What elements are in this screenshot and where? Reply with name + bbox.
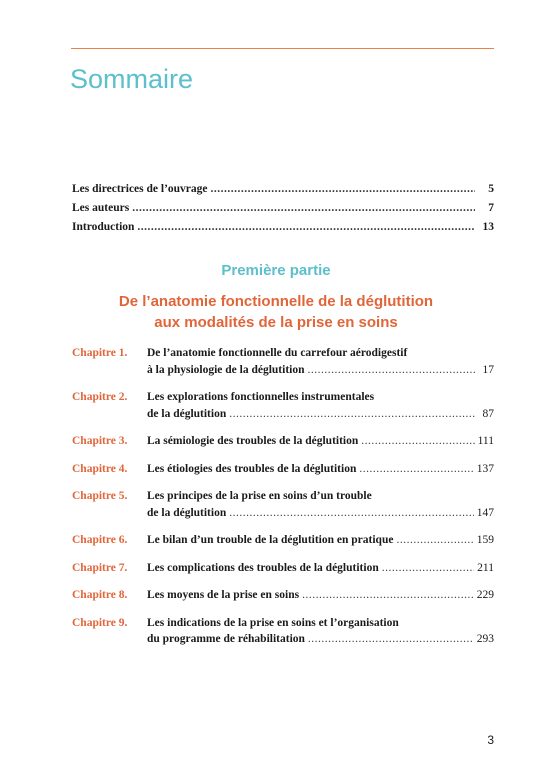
chapter-page: 229: [476, 589, 494, 601]
chapter-title-line2: [147, 362, 494, 379]
chapter-9[interactable]: [72, 615, 494, 648]
front-matter-list: [72, 180, 494, 237]
chapter-title-text: Les étiologies des troubles de la déglutition: [147, 462, 357, 475]
chapter-label: Chapitre 1.: [72, 347, 128, 359]
toc-entry-auteurs[interactable]: [72, 199, 494, 218]
dot-leader: [359, 461, 473, 478]
part-title-line1: De l’anatomie fonctionnelle de la déglutition: [118, 293, 434, 310]
chapter-title-text: Les moyens de la prise en soins: [147, 589, 300, 601]
chapter-title-line: [147, 532, 494, 549]
chapter-label: Chapitre 3.: [72, 435, 128, 447]
dot-leader: [132, 199, 475, 218]
dot-leader: [308, 362, 475, 379]
chapter-label: Chapitre 5.: [72, 490, 128, 502]
chapter-title-text: Le bilan d’un trouble de la déglutition en pratique: [147, 534, 394, 546]
chapter-label: Chapitre 2.: [72, 391, 128, 403]
dot-leader: [137, 218, 475, 237]
dot-leader: [382, 560, 474, 577]
chapter-5[interactable]: [72, 488, 494, 521]
dot-leader: [211, 180, 475, 199]
chapter-page: 137: [476, 462, 494, 475]
chapter-page: 211: [477, 561, 494, 574]
chapter-title-line1: De l’anatomie fonctionnelle du carrefour aérodigestif: [147, 347, 408, 359]
chapter-title-line1: Les indications de la prise en soins et l’organisation: [147, 616, 399, 629]
dot-leader: [396, 532, 473, 549]
part-title-line2: aux modalités de la prise en soins: [154, 314, 398, 331]
chapter-title-line: [147, 461, 494, 478]
chapter-title-line2: [147, 505, 494, 522]
chapter-label: Chapitre 4.: [72, 462, 128, 475]
chapter-label: Chapitre 9.: [72, 616, 128, 629]
toc-entry-text: Les directrices de l’ouvrage: [72, 183, 208, 195]
toc-entry-introduction[interactable]: [72, 218, 494, 237]
chapter-title-line1: Les principes de la prise en soins d’un trouble: [147, 490, 372, 502]
page-title: Sommaire: [70, 64, 194, 94]
chapter-label: Chapitre 8.: [72, 589, 128, 601]
chapter-title-text: de la déglutition: [147, 506, 227, 519]
chapter-6[interactable]: [72, 532, 494, 549]
chapter-title-text: du programme de réhabilitation: [147, 633, 305, 645]
chapter-7[interactable]: [72, 560, 494, 577]
chapter-2[interactable]: [72, 389, 494, 422]
toc-entry-text: Introduction: [72, 221, 135, 233]
dot-leader: [229, 406, 475, 423]
chapter-page: 17: [482, 363, 494, 376]
chapter-title-line1: Les explorations fonctionnelles instrumentales: [147, 391, 375, 403]
chapter-title-line2: [147, 631, 494, 648]
chapter-label: Chapitre 6.: [72, 534, 128, 546]
chapter-page: 293: [476, 633, 494, 645]
chapter-1[interactable]: [72, 345, 494, 378]
toc-entry-page: 7: [488, 202, 494, 214]
chapter-page: 147: [476, 506, 494, 519]
chapter-4[interactable]: [72, 461, 494, 478]
chapter-title-line: [147, 587, 494, 604]
chapter-page: 87: [482, 407, 494, 420]
chapter-3[interactable]: [72, 433, 494, 450]
chapter-page: 159: [476, 534, 494, 546]
dot-leader: [308, 631, 474, 648]
chapter-page: 111: [477, 435, 494, 447]
chapter-8[interactable]: [72, 587, 494, 604]
chapter-title-line: [147, 433, 494, 450]
chapter-title-line: [147, 560, 494, 577]
dot-leader: [302, 587, 474, 604]
toc-entry-page: 5: [488, 183, 494, 195]
part-title: [0, 291, 552, 333]
chapter-title-line2: [147, 406, 494, 423]
chapter-title-text: à la physiologie de la déglutition: [147, 363, 305, 376]
dot-leader: [361, 433, 474, 450]
dot-leader: [229, 505, 474, 522]
toc-entry-directrices[interactable]: [72, 180, 494, 199]
part-label: Première partie: [221, 262, 331, 279]
top-rule: [71, 48, 494, 49]
chapter-title-text: La sémiologie des troubles de la déglutition: [147, 435, 359, 447]
toc-entry-text: Les auteurs: [72, 202, 130, 214]
page-number: 3: [487, 733, 494, 747]
chapter-label: Chapitre 7.: [72, 561, 128, 574]
toc-entry-page: 13: [482, 221, 494, 233]
chapter-list: [72, 345, 494, 659]
chapter-title-text: de la déglutition: [147, 407, 227, 420]
chapter-title-text: Les complications des troubles de la déglutition: [147, 561, 379, 574]
